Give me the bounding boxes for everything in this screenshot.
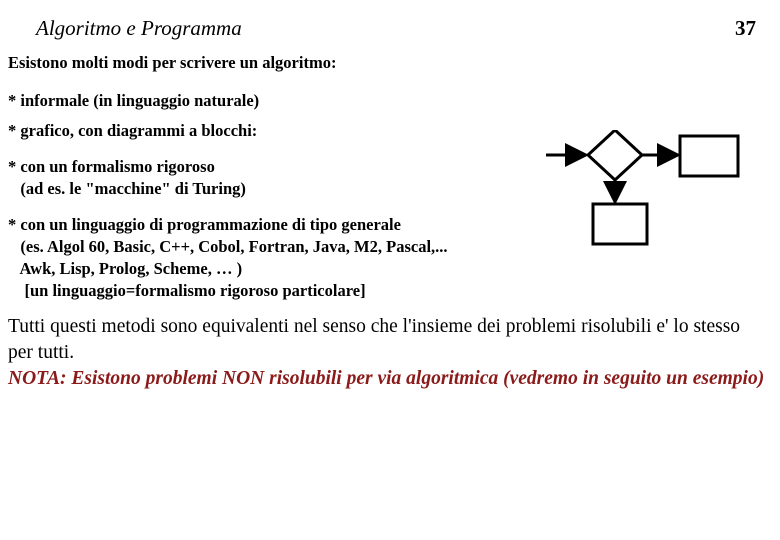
bullet-language-line4: [un linguaggio=formalismo rigoroso particolare] xyxy=(8,281,366,300)
block-diagram xyxy=(540,130,760,250)
bullet-language-line1: * con un linguaggio di programmazione di tipo generale xyxy=(8,215,401,234)
bullet-formal-line2: (ad es. le "macchine" di Turing) xyxy=(8,179,246,198)
conclusion-text: Tutti questi metodi sono equivalenti nel senso che l'insieme dei problemi risolubili e' lo stesso per tutti. xyxy=(8,316,741,363)
process-box-right xyxy=(680,136,738,176)
bullet-formal-line1: * con un formalismo rigoroso xyxy=(8,157,215,176)
bullet-language-line3: Awk, Lisp, Prolog, Scheme, … ) xyxy=(8,259,243,278)
bullet-graphic: * grafico, con diagrammi a blocchi: xyxy=(8,121,258,140)
note-text: NOTA: Esistono problemi NON risolubili per via algoritmica (vedremo in seguito un esempio) xyxy=(8,368,765,389)
bullet-informal: * informale (in linguaggio naturale) xyxy=(8,91,260,110)
bullet-language-line2: (es. Algol 60, Basic, C++, Cobol, Fortran, Java, M2, Pascal,... xyxy=(8,237,448,256)
process-box-bottom xyxy=(593,204,647,244)
decision-diamond xyxy=(588,130,642,180)
intro-text: Esistono molti modi per scrivere un algoritmo: xyxy=(8,53,337,72)
page-number: 37 xyxy=(735,16,756,40)
slide-title: Algoritmo e Programma xyxy=(36,16,242,40)
